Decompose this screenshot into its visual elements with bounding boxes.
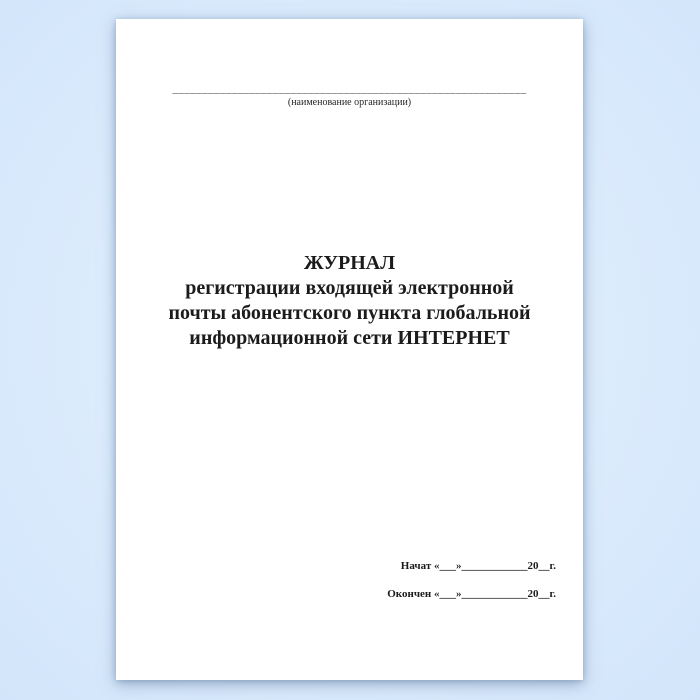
journal-title-line-1: ЖУРНАЛ [303,252,396,274]
end-date-line: Окончен «___»____________20__г. [387,588,556,600]
journal-title-line-3: почты абонентского пункта глобальной [168,302,531,324]
start-date-line: Начат «___»____________20__г. [400,560,556,572]
journal-title-line-2: регистрации входящей электронной [185,277,514,299]
journal-title [116,251,583,351]
organization-name-caption: (наименование организации) [287,97,412,108]
organization-name-block [116,83,583,109]
date-fields-block [387,560,556,600]
organization-name-blank-line: ____________________________________________________________ [172,83,527,95]
journal-cover-page [116,19,583,680]
journal-title-line-4: информационной сети ИНТЕРНЕТ [189,327,510,349]
